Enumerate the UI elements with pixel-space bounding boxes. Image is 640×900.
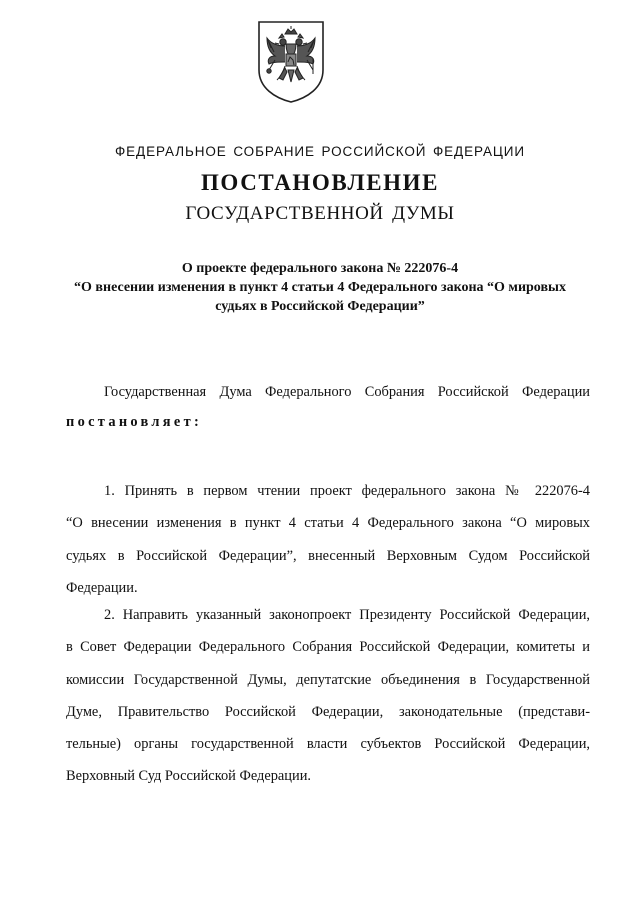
resolves-word: постановляет: (66, 414, 203, 430)
federal-assembly-title: ФЕДЕРАЛЬНОЕ СОБРАНИЕ РОССИЙСКОЙ ФЕДЕРАЦИИ (114, 144, 525, 159)
clause-2 (66, 599, 590, 793)
subject-line: “О внесении изменения в пункт 4 статьи 4 Федерального закона “О мировых (74, 280, 566, 295)
clause-line: в Совет Федерации Федерального Собрания Российской Федерации, комитеты и (66, 639, 590, 656)
document-type-title: ПОСТАНОВЛЕНИЕ (200, 170, 440, 195)
clause-line: 2. Направить указанный законопроект Президенту Российской Федерации, (104, 607, 590, 623)
preamble-paragraph: Государственная Дума Федерального Собрания Российской Федерации (104, 384, 590, 400)
clause-line: судьях в Российской Федерации”, внесенный Верховным Судом Российской (66, 547, 590, 564)
resolution-subject (0, 259, 640, 316)
clause-line: тельные) органы государственной власти субъектов Российской Федерации, (66, 736, 590, 753)
clause-line: комиссии Государственной Думы, депутатские объединения в Государственной (66, 671, 590, 688)
clause-1 (66, 475, 590, 604)
subject-line: О проекте федерального закона № 222076-4 (181, 261, 459, 276)
document-issuer-title: ГОСУДАРСТВЕННОЙ ДУМЫ (185, 203, 455, 224)
clause-line: Верховный Суд Российской Федерации. (66, 768, 312, 785)
coat-of-arms-icon (255, 18, 327, 104)
clause-line: Думе, Правительство Российской Федерации, законодательные (представи- (66, 703, 590, 720)
clause-line: “О внесении изменения в пункт 4 статьи 4 Федерального закона “О мировых (66, 515, 590, 532)
clause-line: Федерации. (66, 579, 138, 596)
clause-line: 1. Принять в первом чтении проект федерального закона № 222076-4 (104, 483, 590, 499)
subject-line: судьях в Российской Федерации” (215, 299, 425, 314)
